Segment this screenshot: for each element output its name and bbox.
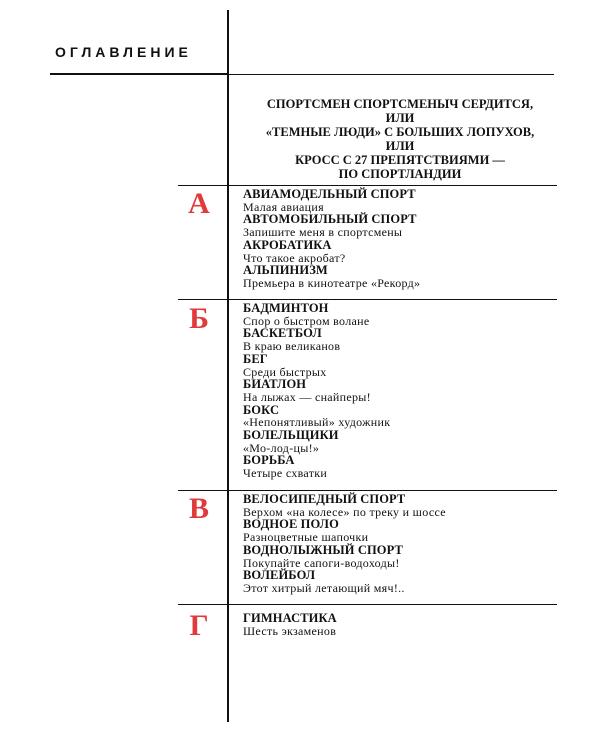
intro-title [250, 97, 550, 181]
sport-title[interactable]: АЛЬПИНИЗМ [243, 263, 328, 278]
section-entries [243, 612, 337, 637]
intro-line: КРОСС С 27 ПРЕПЯТСТВИЯМИ — [295, 153, 505, 167]
sport-title[interactable]: БИАТЛОН [243, 377, 307, 392]
header-rule [229, 74, 554, 75]
story-title[interactable]: «Непонятливый» художник [243, 415, 391, 430]
title-rule [50, 73, 228, 75]
story-title[interactable]: Четыре схватки [243, 466, 328, 481]
page-title: ОГЛАВЛЕНИЕ [55, 44, 192, 60]
story-title[interactable]: Спор о быстром волане [243, 313, 370, 328]
intro-line: ПО СПОРТЛАНДИИ [338, 167, 462, 181]
sport-title[interactable]: БЕГ [243, 351, 268, 366]
section-entries [243, 302, 390, 480]
center-divider [227, 10, 229, 722]
story-title[interactable]: Этот хитрый летающий мяч!.. [243, 580, 405, 595]
story-title[interactable]: Разноцветные шапочки [243, 530, 369, 545]
sport-title[interactable]: АВИАМОДЕЛЬНЫЙ СПОРТ [243, 187, 416, 201]
sport-title[interactable]: ВОЛЕЙБОЛ [243, 568, 316, 583]
section-entries [243, 493, 446, 595]
sport-title[interactable]: ГИМНАСТИКА [243, 611, 337, 625]
story-title[interactable]: Среди быстрых [243, 364, 327, 379]
sport-title[interactable]: ВОДНОЛЫЖНЫЙ СПОРТ [243, 542, 403, 557]
story-title[interactable]: Шесть экзаменов [243, 623, 337, 638]
story-title[interactable]: «Мо-лод-цы!» [243, 440, 320, 455]
intro-line: «ТЕМНЫЕ ЛЮДИ» С БОЛЬШИХ ЛОПУХОВ, [265, 125, 535, 139]
sport-title[interactable]: БАСКЕТБОЛ [243, 326, 322, 341]
section-rule [178, 604, 557, 605]
sport-title[interactable]: ВОДНОЕ ПОЛО [243, 517, 339, 532]
sport-title[interactable]: БОРЬБА [243, 453, 295, 468]
section-entries [243, 188, 420, 290]
story-title[interactable]: В краю великанов [243, 339, 341, 354]
sport-title[interactable]: АВТОМОБИЛЬНЫЙ СПОРТ [243, 212, 417, 227]
sport-title[interactable]: БАДМИНТОН [243, 301, 329, 315]
story-title[interactable]: Покупайте сапоги-водоходы! [243, 555, 400, 570]
section-letter: Г [189, 609, 209, 642]
story-title[interactable]: На лыжах — снайперы! [243, 389, 371, 404]
story-title[interactable]: Верхом «на колесе» по треку и шоссе [243, 504, 446, 519]
story-title[interactable]: Запишите меня в спортсмены [243, 225, 403, 240]
intro-line: СПОРТСМЕН СПОРТСМЕНЫЧ СЕРДИТСЯ, [266, 97, 534, 111]
section-letter: Б [189, 302, 209, 335]
sport-title[interactable]: АКРОБАТИКА [243, 237, 332, 252]
section-letter: А [188, 187, 210, 220]
section-rule [178, 185, 557, 186]
intro-line: ИЛИ [385, 139, 415, 153]
story-title[interactable]: Что такое акробат? [243, 250, 346, 265]
section-rule [178, 490, 557, 491]
sport-title[interactable]: БОКС [243, 402, 280, 417]
section-letter: В [188, 492, 209, 525]
story-title[interactable]: Премьера в кинотеатре «Рекорд» [243, 275, 421, 290]
section-rule [178, 299, 557, 300]
story-title[interactable]: Малая авиация [243, 199, 324, 214]
sport-title[interactable]: ВЕЛОСИПЕДНЫЙ СПОРТ [243, 492, 406, 506]
sport-title[interactable]: БОЛЕЛЬЩИКИ [243, 428, 339, 443]
intro-line: ИЛИ [385, 111, 415, 125]
